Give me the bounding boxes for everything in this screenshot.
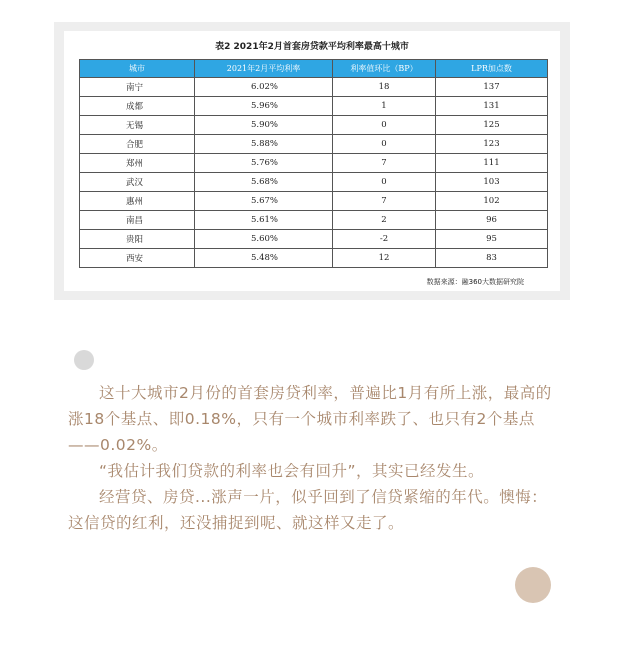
cell-city: 南宁 [80,78,195,97]
table-row [80,78,548,97]
cell-lpr: 83 [436,249,548,268]
cell-rate: 5.90% [195,116,333,135]
header-lpr: LPR加点数 [436,60,548,78]
cell-bp: 1 [333,97,436,116]
table-row [80,211,548,230]
table-header-row [80,60,548,78]
header-rate: 2021年2月平均利率 [195,60,333,78]
cell-lpr: 137 [436,78,548,97]
cell-lpr: 95 [436,230,548,249]
cell-bp: 18 [333,78,436,97]
cell-lpr: 103 [436,173,548,192]
cell-lpr: 125 [436,116,548,135]
cell-city: 惠州 [80,192,195,211]
cell-city: 西安 [80,249,195,268]
cell-bp: 0 [333,116,436,135]
header-city: 城市 [80,60,195,78]
cell-lpr: 131 [436,97,548,116]
cell-lpr: 96 [436,211,548,230]
cell-rate: 5.88% [195,135,333,154]
table-row [80,173,548,192]
data-source-note: 数据来源：融360大数据研究院 [426,278,524,286]
cell-city: 无锡 [80,116,195,135]
cell-city: 合肥 [80,135,195,154]
cell-bp: 7 [333,192,436,211]
table-image [54,22,570,300]
header-bp: 利率值环比（BP） [333,60,436,78]
paragraph: 经营贷、房贷...涨声一片，似乎回到了信贷紧缩的年代。懊悔：这信贷的红利，还没捕捉到呢、就这样又走了。 [68,488,548,532]
article-body [68,380,556,536]
rates-table [79,59,548,268]
cell-city: 成都 [80,97,195,116]
table-row [80,230,548,249]
table-row [80,116,548,135]
cell-bp-negative: -2 [333,230,436,249]
cell-lpr: 123 [436,135,548,154]
cell-rate: 5.68% [195,173,333,192]
cell-bp: 0 [333,135,436,154]
cell-city: 郑州 [80,154,195,173]
table-row [80,154,548,173]
table-row [80,249,548,268]
cell-bp: 12 [333,249,436,268]
cell-city: 贵阳 [80,230,195,249]
paragraph: 这十大城市2月份的首套房贷利率，普遍比1月有所上涨，最高的涨18个基点、即0.18%，只有一个城市利率跌了、也只有2个基点——0.02%。 [68,384,552,454]
cell-rate: 5.48% [195,249,333,268]
cell-rate: 5.76% [195,154,333,173]
cell-bp: 7 [333,154,436,173]
cell-rate: 5.61% [195,211,333,230]
table-row [80,192,548,211]
cell-city: 南昌 [80,211,195,230]
decorative-tan-dot-icon [515,567,551,603]
table-row [80,97,548,116]
cell-rate: 5.67% [195,192,333,211]
cell-bp: 0 [333,173,436,192]
cell-city: 武汉 [80,173,195,192]
decorative-grey-dot-icon [74,350,94,370]
cell-rate: 5.60% [195,230,333,249]
table-row [80,135,548,154]
paragraph: “我估计我们贷款的利率也会有回升”，其实已经发生。 [99,462,485,480]
cell-rate: 5.96% [195,97,333,116]
cell-bp: 2 [333,211,436,230]
table-title: 表2 2021年2月首套房贷款平均利率最高十城市 [215,42,409,52]
table-card [64,31,560,291]
cell-rate: 6.02% [195,78,333,97]
cell-lpr: 111 [436,154,548,173]
cell-lpr: 102 [436,192,548,211]
